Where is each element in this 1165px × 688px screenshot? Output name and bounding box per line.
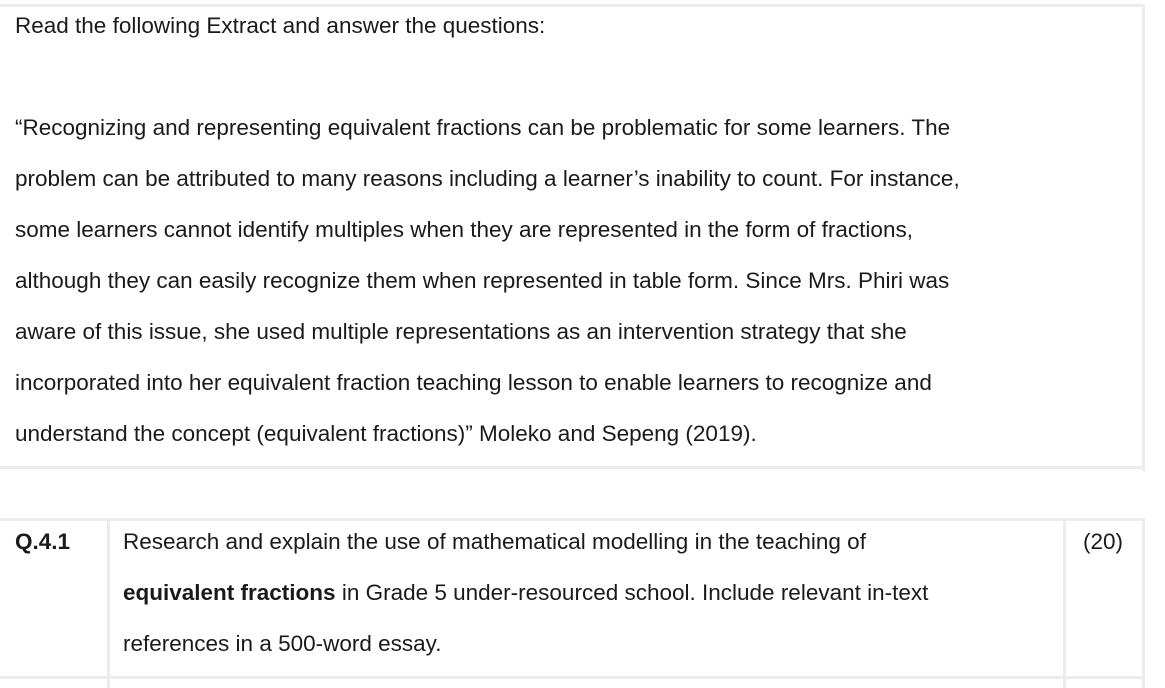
extract-line: some learners cannot identify multiples when they are represented in the form of fractions, <box>15 217 913 242</box>
top-border <box>0 4 1145 7</box>
question-text-line-2 <box>123 580 928 606</box>
question-text-line-3: references in a 500-word essay. <box>123 631 442 656</box>
extract-line: understand the concept (equivalent fractions)” Moleko and Sepeng (2019). <box>15 421 757 446</box>
question-bottom-border <box>0 676 1145 679</box>
right-border-lower <box>1142 518 1145 688</box>
extract-line: “Recognizing and representing equivalent fractions can be problematic for some learners. The <box>15 115 951 140</box>
extract-bottom-border <box>0 466 1145 469</box>
extract-line: incorporated into her equivalent fraction teaching lesson to enable learners to recognize and <box>15 370 932 395</box>
question-text-line-1: Research and explain the use of mathematical modelling in the teaching of <box>123 529 866 554</box>
question-text-line-2-rest: in Grade 5 under-resourced school. Include relevant in-text <box>335 580 929 605</box>
right-border-upper <box>1142 4 1145 471</box>
emphasis-equivalent-fractions: equivalent fractions <box>123 580 336 605</box>
instruction-text: Read the following Extract and answer the questions: <box>15 13 546 38</box>
extract-line: problem can be attributed to many reasons including a learner’s inability to count. For instance, <box>15 166 960 191</box>
question-top-border <box>0 518 1145 521</box>
extract-line: although they can easily recognize them when represented in table form. Since Mrs. Phiri was <box>15 268 950 293</box>
question-number: Q.4.1 <box>15 529 71 554</box>
extract-line: aware of this issue, she used multiple representations as an intervention strategy that she <box>15 319 907 344</box>
question-marks: (20) <box>1083 529 1124 554</box>
question-number-divider <box>107 518 110 688</box>
marks-divider <box>1063 518 1066 688</box>
